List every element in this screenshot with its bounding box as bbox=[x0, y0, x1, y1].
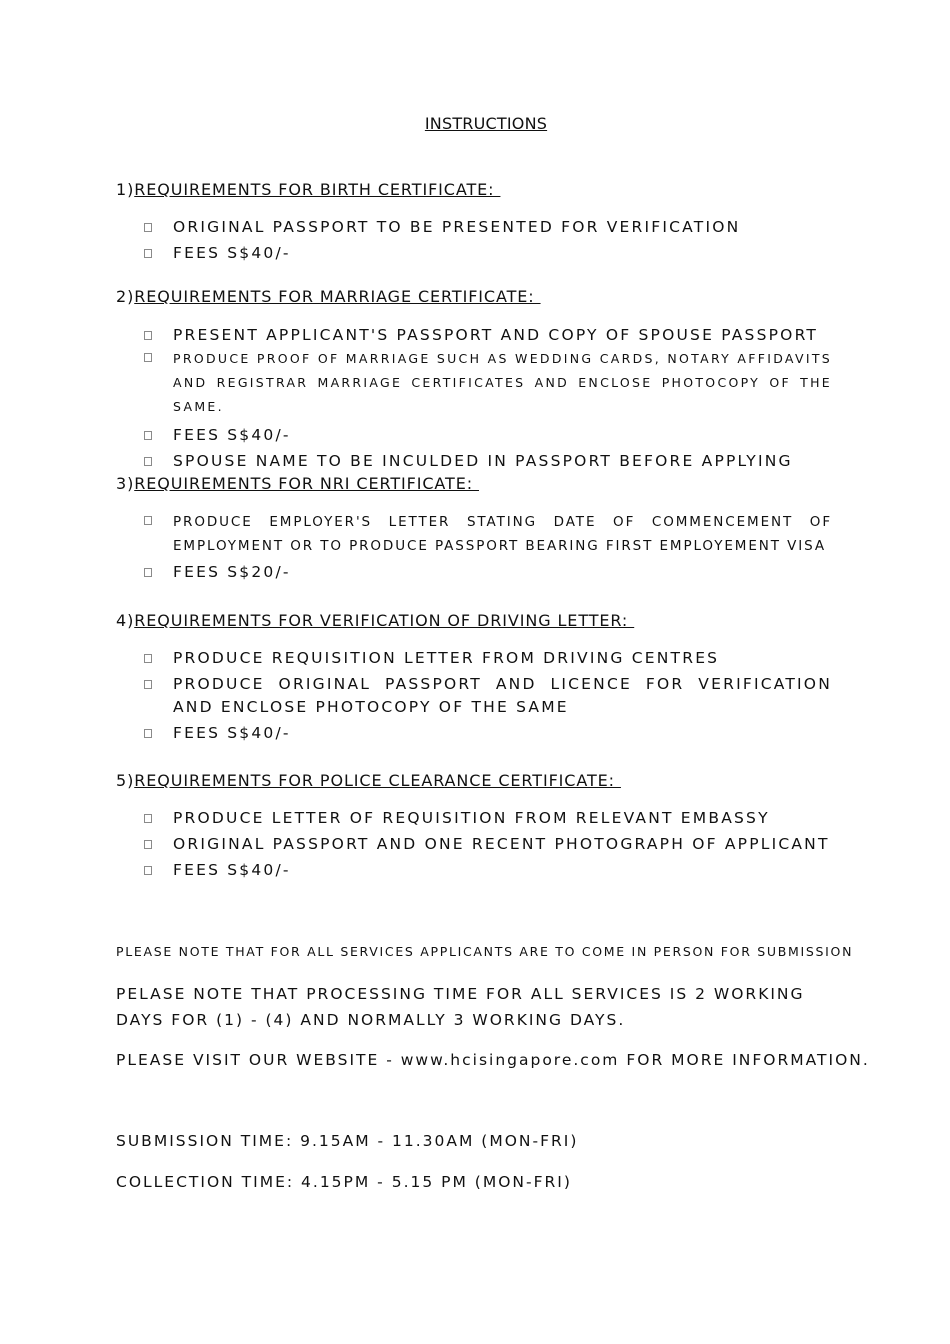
section-number: 4) bbox=[116, 611, 135, 630]
list-item bbox=[116, 424, 832, 447]
section-heading-text: REQUIREMENTS FOR BIRTH CERTIFICATE: bbox=[134, 180, 501, 199]
list-item bbox=[116, 647, 832, 670]
section-heading-text: REQUIREMENTS FOR POLICE CLEARANCE CERTIFICATE: bbox=[134, 771, 621, 790]
section-number: 2) bbox=[116, 287, 135, 306]
section-nri-certificate bbox=[116, 474, 832, 587]
list-item-text: PRODUCE LETTER OF REQUISITION FROM RELEVANT EMBASSY bbox=[173, 809, 770, 827]
checkbox-icon bbox=[144, 516, 152, 525]
list-item-text: SPOUSE NAME TO BE INCULDED IN PASSPORT BEFORE APPLYING bbox=[173, 452, 793, 470]
page-title: INSTRUCTIONS bbox=[424, 114, 548, 133]
list-item bbox=[116, 859, 832, 882]
section-heading-text: REQUIREMENTS FOR MARRIAGE CERTIFICATE: bbox=[134, 287, 541, 306]
list-item-text: PRODUCE ORIGINAL PASSPORT AND LICENCE FOR VERIFICATION AND ENCLOSE PHOTOCOPY OF THE SAME bbox=[173, 675, 832, 716]
checkbox-icon bbox=[144, 814, 152, 823]
collection-time: COLLECTION TIME: 4.15PM - 5.15 PM (MON-FRI) bbox=[116, 1173, 572, 1191]
list-item-text: ORIGINAL PASSPORT TO BE PRESENTED FOR VERIFICATION bbox=[173, 218, 741, 236]
section-heading bbox=[116, 287, 832, 306]
checkbox-icon bbox=[144, 431, 152, 440]
section-heading bbox=[116, 180, 832, 199]
list-item-text: PRODUCE EMPLOYER'S LETTER STATING DATE OF COMMENCEMENT OF EMPLOYMENT OR TO PRODUCE PASSPORT BEARING FIRST EMPLOYEMENT VISA bbox=[173, 514, 832, 554]
checkbox-icon bbox=[144, 457, 152, 466]
section-heading-text: REQUIREMENTS FOR NRI CERTIFICATE: bbox=[134, 474, 479, 493]
section-heading bbox=[116, 474, 832, 493]
checkbox-icon bbox=[144, 223, 152, 232]
checkbox-icon bbox=[144, 568, 152, 577]
section-birth-certificate bbox=[116, 180, 832, 268]
section-number: 3) bbox=[116, 474, 135, 493]
checkbox-icon bbox=[144, 331, 152, 340]
list-item bbox=[116, 833, 832, 856]
section-police-clearance bbox=[116, 771, 832, 885]
list-item bbox=[116, 561, 832, 584]
list-item-text: FEES S$40/- bbox=[173, 724, 291, 742]
section-heading bbox=[116, 611, 832, 630]
list-item bbox=[116, 807, 832, 830]
in-person-note: PLEASE NOTE THAT FOR ALL SERVICES APPLICANTS ARE TO COME IN PERSON FOR SUBMISSION bbox=[116, 944, 854, 959]
requirements-list bbox=[116, 216, 832, 265]
list-item bbox=[116, 450, 832, 473]
checkbox-icon bbox=[144, 840, 152, 849]
requirements-list bbox=[116, 324, 832, 473]
list-item bbox=[116, 673, 832, 719]
list-item bbox=[116, 722, 832, 745]
section-heading bbox=[116, 771, 832, 790]
requirements-list bbox=[116, 510, 832, 584]
checkbox-icon bbox=[144, 353, 152, 362]
list-item-text: FEES S$20/- bbox=[173, 563, 291, 581]
website-note: PLEASE VISIT OUR WEBSITE - www.hcisingapore.com FOR MORE INFORMATION. bbox=[116, 1051, 870, 1069]
section-marriage-certificate bbox=[116, 287, 832, 476]
submission-time: SUBMISSION TIME: 9.15AM - 11.30AM (MON-FRI) bbox=[116, 1132, 579, 1150]
checkbox-icon bbox=[144, 729, 152, 738]
checkbox-icon bbox=[144, 680, 152, 689]
list-item-text: FEES S$40/- bbox=[173, 426, 291, 444]
list-item-text: FEES S$40/- bbox=[173, 244, 291, 262]
section-number: 1) bbox=[116, 180, 135, 199]
list-item-text: PRODUCE REQUISITION LETTER FROM DRIVING CENTRES bbox=[173, 649, 720, 667]
requirements-list bbox=[116, 807, 832, 882]
checkbox-icon bbox=[144, 654, 152, 663]
list-item bbox=[116, 242, 832, 265]
list-item bbox=[116, 216, 832, 239]
requirements-list bbox=[116, 647, 832, 745]
list-item-text: PRODUCE PROOF OF MARRIAGE SUCH AS WEDDING CARDS, NOTARY AFFIDAVITS AND REGISTRAR MARRIAGE CERTIFICATES AND ENCLOSE PHOTOCOPY OF THE SAME. bbox=[173, 351, 832, 414]
list-item-text: PRESENT APPLICANT'S PASSPORT AND COPY OF SPOUSE PASSPORT bbox=[173, 326, 819, 344]
checkbox-icon bbox=[144, 249, 152, 258]
list-item-text: ORIGINAL PASSPORT AND ONE RECENT PHOTOGRAPH OF APPLICANT bbox=[173, 835, 830, 853]
list-item-text: FEES S$40/- bbox=[173, 861, 291, 879]
processing-note-line2: DAYS FOR (1) - (4) AND NORMALLY 3 WORKING DAYS. bbox=[116, 1011, 626, 1029]
section-driving-letter bbox=[116, 611, 832, 748]
processing-note-line1: PELASE NOTE THAT PROCESSING TIME FOR ALL SERVICES IS 2 WORKING bbox=[116, 985, 805, 1003]
list-item bbox=[116, 324, 832, 347]
list-item bbox=[116, 510, 832, 558]
list-item bbox=[116, 347, 832, 419]
section-number: 5) bbox=[116, 771, 135, 790]
checkbox-icon bbox=[144, 866, 152, 875]
section-heading-text: REQUIREMENTS FOR VERIFICATION OF DRIVING LETTER: bbox=[134, 611, 635, 630]
